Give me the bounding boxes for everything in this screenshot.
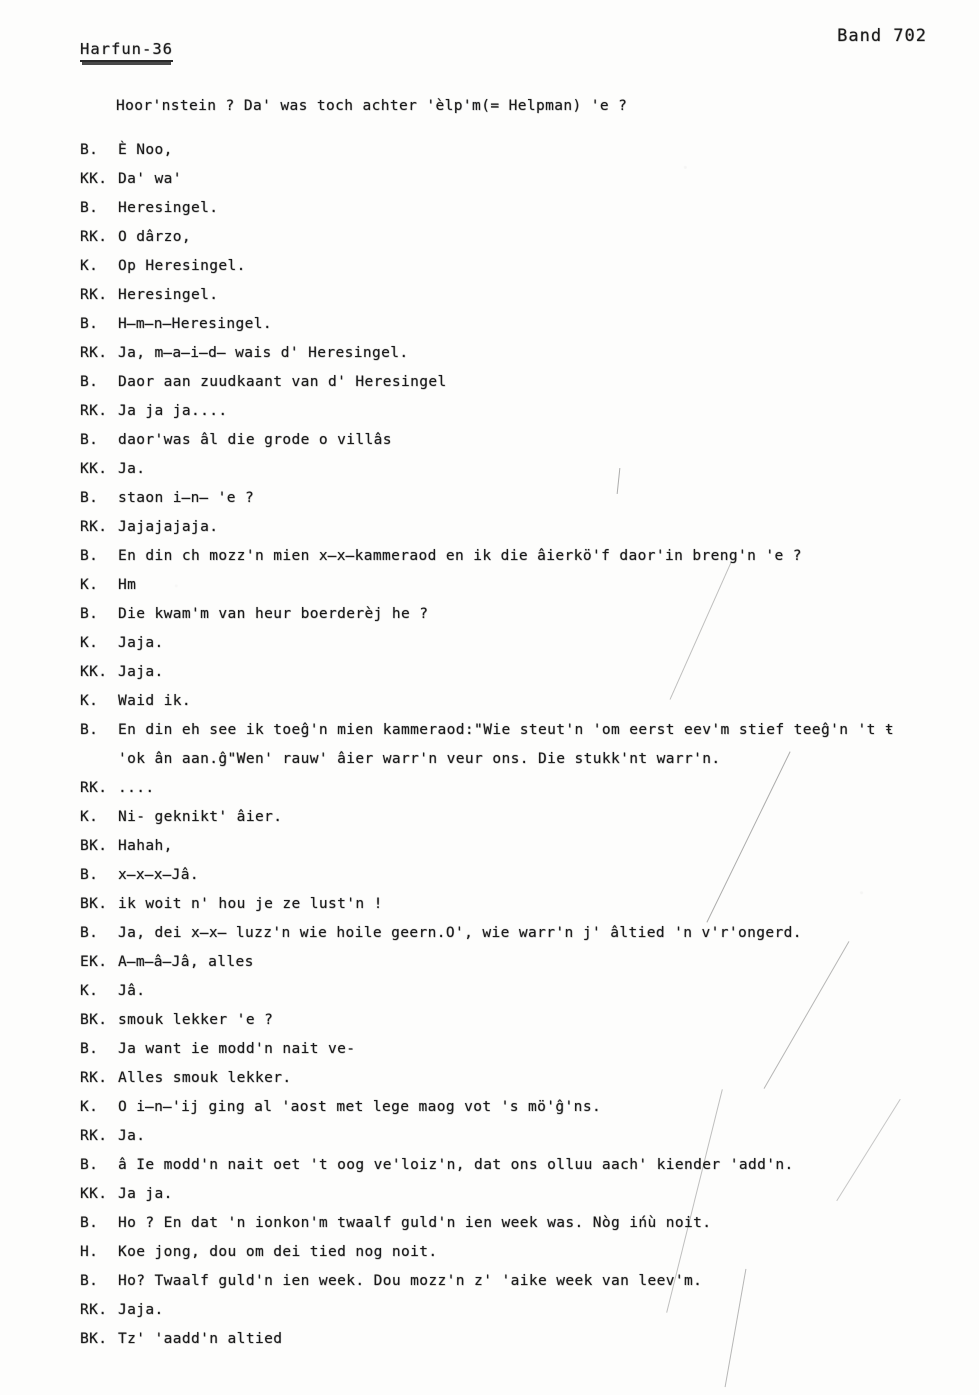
- speaker-label: KK.: [80, 1186, 108, 1202]
- utterance-text: Jaja.: [118, 664, 164, 680]
- dialogue-line: [80, 513, 961, 542]
- utterance-text: daor'was âl die grode o villâs: [118, 432, 392, 448]
- utterance-text: x̶x̶x̶Jâ.: [118, 867, 199, 883]
- utterance-text: Hahah,: [118, 838, 173, 854]
- utterance-text: O i̶n̶'ij ging al 'aost met lege maog vot 's mö'ĝ'ns.: [118, 1099, 602, 1115]
- dialogue-line: [80, 919, 961, 948]
- speaker-label: B.: [80, 606, 99, 622]
- utterance-text: Ja, dei x̶x̶ luzz'n wie hoile geern.O', wie warr'n j' âltied 'n v'r'ongerd.: [118, 925, 802, 941]
- dialogue-line: [80, 1325, 961, 1354]
- speaker-label: K.: [80, 258, 99, 274]
- utterance-text: Jaja.: [118, 635, 164, 651]
- dialogue-line: [80, 1296, 961, 1325]
- speaker-label: B.: [80, 432, 99, 448]
- speaker-label: B.: [80, 1273, 99, 1289]
- utterance-text: â Ie modd'n nait oet 't oog ve'loiz'n, dat ons olluu aach' kiender 'add'n.: [118, 1157, 794, 1173]
- speaker-label: KK.: [80, 171, 108, 187]
- band-number: Band 702: [837, 26, 927, 46]
- utterance-text: Tz' 'aadd'n altied: [118, 1331, 283, 1347]
- dialogue-line: [80, 687, 961, 716]
- dialogue-line: [80, 397, 961, 426]
- utterance-text: ....: [118, 780, 155, 796]
- utterance-text: En din ch mozz'n mien x̶x̶kammeraod en ik die âierkö'f daor'in breng'n 'e ?: [118, 548, 802, 564]
- speaker-label: B.: [80, 722, 99, 738]
- dialogue-line: [80, 542, 961, 571]
- dialogue-line: [80, 658, 961, 687]
- dialogue-line: [80, 803, 961, 832]
- utterance-text: Hm: [118, 577, 137, 593]
- utterance-text: Waid ik.: [118, 693, 192, 709]
- dialogue-line: [80, 977, 961, 1006]
- utterance-text: En din eh see ik toeĝ'n mien kammeraod:"Wie steut'n 'om eerst eev'm stief teeĝ'n 't ŧ: [118, 722, 895, 738]
- speaker-label: B.: [80, 490, 99, 506]
- dialogue-line: [80, 223, 961, 252]
- utterance-text: O dârzo,: [118, 229, 192, 245]
- speaker-label: K.: [80, 983, 99, 999]
- speaker-label: B.: [80, 1041, 99, 1057]
- dialogue-line: [80, 890, 961, 919]
- utterance-text: Ja ja ja....: [118, 403, 228, 419]
- dialogue-line: [80, 1064, 961, 1093]
- dialogue-line: [80, 774, 961, 803]
- utterance-text: Ho ? En dat 'n ionkon'm twaalf guld'n ien week was. Nòg ińù noit.: [118, 1215, 712, 1231]
- utterance-text: staon i̶n̶ 'e ?: [118, 490, 255, 506]
- dialogue-line: [80, 832, 961, 861]
- speaker-label: EK.: [80, 954, 108, 970]
- speaker-label: RK.: [80, 1128, 108, 1144]
- dialogue-line: [80, 1151, 961, 1180]
- dialogue-line: [80, 281, 961, 310]
- utterance-text: Die kwam'm van heur boerderèj he ?: [118, 606, 429, 622]
- utterance-text: Da' wa': [118, 171, 182, 187]
- dialogue-line: [80, 426, 961, 455]
- dialogue-line: [80, 136, 961, 165]
- dialogue-line: [80, 339, 961, 368]
- dialogue-line: [80, 861, 961, 890]
- utterance-text: smouk lekker 'e ?: [118, 1012, 274, 1028]
- utterance-text: Daor aan zuudkaant van d' Heresingel: [118, 374, 447, 390]
- dialogue-line: [80, 1180, 961, 1209]
- dialogue-line: [80, 716, 961, 745]
- dialogue-line: [80, 484, 961, 513]
- dialogue-line: [80, 194, 961, 223]
- speaker-label: K.: [80, 635, 99, 651]
- dialogue-line: [80, 455, 961, 484]
- speaker-label: RK.: [80, 1302, 108, 1318]
- document-title: Harfun-36: [80, 40, 173, 62]
- utterance-text: Ni- geknikt' âier.: [118, 809, 283, 825]
- speaker-label: K.: [80, 577, 99, 593]
- speaker-label: BK.: [80, 896, 108, 912]
- dialogue-line: [80, 165, 961, 194]
- speaker-label: RK.: [80, 229, 108, 245]
- speaker-label: K.: [80, 809, 99, 825]
- dialogue-line: [80, 1267, 961, 1296]
- speaker-label: BK.: [80, 1331, 108, 1347]
- dialogue-line: [80, 310, 961, 339]
- speaker-label: RK.: [80, 403, 108, 419]
- speaker-label: KK.: [80, 461, 108, 477]
- utterance-text: Heresingel.: [118, 200, 219, 216]
- utterance-text: A̶m̶â̶Jâ, alles: [118, 954, 254, 970]
- utterance-text: Ja ja.: [118, 1186, 173, 1202]
- dialogue-line: [80, 1122, 961, 1151]
- utterance-text: 'ok ân aan.ĝ"Wen' rauw' âier warr'n veur ons. Die stukk'nt warr'n.: [118, 751, 721, 767]
- speaker-label: B.: [80, 316, 99, 332]
- speaker-label: H.: [80, 1244, 99, 1260]
- speaker-label: B.: [80, 142, 99, 158]
- speaker-label: K.: [80, 693, 99, 709]
- speaker-label: B.: [80, 200, 99, 216]
- dialogue-line: [80, 1093, 961, 1122]
- utterance-text: Ja, m̶a̶i̶d̶ wais d' Heresingel.: [118, 345, 409, 361]
- utterance-text: Op Heresingel.: [118, 258, 246, 274]
- dialogue-line: [80, 571, 961, 600]
- speaker-label: RK.: [80, 519, 108, 535]
- speaker-label: B.: [80, 1215, 99, 1231]
- speaker-label: RK.: [80, 780, 108, 796]
- utterance-text: Ja.: [118, 461, 146, 477]
- utterance-text: Ja want ie modd'n nait ve-: [118, 1041, 356, 1057]
- utterance-text: Ho? Twaalf guld'n ien week. Dou mozz'n z' 'aike week van leev'm.: [118, 1273, 703, 1289]
- speaker-label: RK.: [80, 287, 108, 303]
- speaker-label: B.: [80, 548, 99, 564]
- speaker-label: BK.: [80, 1012, 108, 1028]
- utterance-text: H̶m̶n̶Heresingel.: [118, 316, 273, 332]
- utterance-text: Jajajajaja.: [118, 519, 219, 535]
- speaker-label: BK.: [80, 838, 108, 854]
- utterance-text: Alles smouk lekker.: [118, 1070, 292, 1086]
- utterance-text: ik woit n' hou je ze lust'n !: [118, 896, 383, 912]
- utterance-text: Ja.: [118, 1128, 146, 1144]
- utterance-text: Heresingel.: [118, 287, 219, 303]
- speaker-label: B.: [80, 925, 99, 941]
- dialogue-line: [80, 948, 961, 977]
- dialogue-line: [80, 1006, 961, 1035]
- speaker-label: KK.: [80, 664, 108, 680]
- transcript: [80, 136, 961, 1354]
- intro-line: Hoor'nstein ? Da' was toch achter 'èlp'm(= Helpman) 'e ?: [116, 98, 628, 114]
- speaker-label: B.: [80, 374, 99, 390]
- speaker-label: RK.: [80, 1070, 108, 1086]
- speaker-label: B.: [80, 1157, 99, 1173]
- utterance-text: Koe jong, dou om dei tied nog noit.: [118, 1244, 438, 1260]
- speaker-label: RK.: [80, 345, 108, 361]
- utterance-text: Jaja.: [118, 1302, 164, 1318]
- dialogue-line: [80, 1238, 961, 1267]
- speaker-label: K.: [80, 1099, 99, 1115]
- dialogue-line: [80, 252, 961, 281]
- dialogue-line: [80, 745, 961, 774]
- dialogue-line: [80, 1035, 961, 1064]
- dialogue-line: [80, 629, 961, 658]
- dialogue-line: [80, 368, 961, 397]
- speaker-label: B.: [80, 867, 99, 883]
- dialogue-line: [80, 1209, 961, 1238]
- utterance-text: Jâ.: [118, 983, 146, 999]
- dialogue-line: [80, 600, 961, 629]
- utterance-text: È Noo,: [118, 142, 173, 158]
